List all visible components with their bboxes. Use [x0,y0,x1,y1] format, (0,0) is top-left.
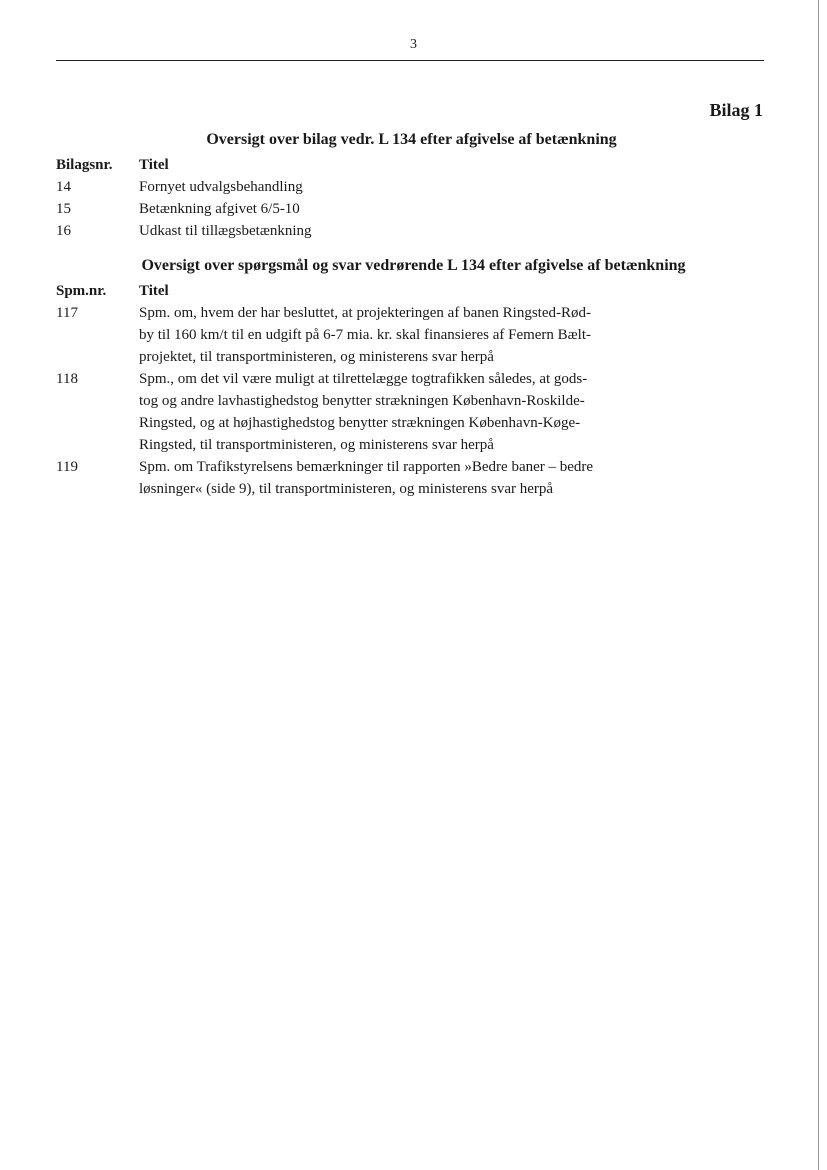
row-number: 118 [56,371,78,387]
row-title: Fornyet udvalgsbehandling [139,179,303,195]
section-title-attachments: Oversigt over bilag vedr. L 134 efter afgivelse af betænkning [206,131,617,148]
row-number: 119 [56,459,78,475]
row-number: 15 [56,201,71,217]
attachments-table [56,154,696,242]
row-title [139,368,696,456]
table-row [56,456,696,500]
column-header-title: Titel [139,283,169,299]
row-title-line: løsninger« (side 9), til transportministeren, og ministerens svar herpå [139,481,554,497]
attachment-label: Bilag 1 [709,100,763,120]
row-title-line: projektet, til transportministeren, og ministerens svar herpå [139,349,494,365]
questions-table [56,280,696,500]
table-row [56,302,696,368]
row-title-line: Ringsted, til transportministeren, og ministerens svar herpå [139,437,494,453]
page-number: 3 [410,37,417,52]
column-header-number: Bilagsnr. [56,157,113,173]
table-header-row [56,280,696,302]
row-title-line: Ringsted, og at højhastighedstog benytter strækningen København-Køge- [139,415,581,431]
header-rule [56,60,764,61]
column-header-number: Spm.nr. [56,283,107,299]
row-number: 14 [56,179,71,195]
table-row [56,198,696,220]
row-title-line: Spm. om, hvem der har besluttet, at projekteringen af banen Ringsted-Rød- [139,305,591,321]
table-row [56,368,696,456]
row-title-line: Spm., om det vil være muligt at tilrettelægge togtrafikken således, at gods- [139,371,588,387]
row-title: Udkast til tillægsbetænkning [139,223,312,239]
row-title: Betænkning afgivet 6/5-10 [139,201,300,217]
row-title [139,456,696,500]
section-title-questions: Oversigt over spørgsmål og svar vedrørende L 134 efter afgivelse af betænkning [141,257,686,274]
row-title-line: Spm. om Trafikstyrelsens bemærkninger til rapporten »Bedre baner – bedre [139,459,594,475]
row-title-line: by til 160 km/t til en udgift på 6-7 mia. kr. skal finansieres af Femern Bælt- [139,327,592,343]
table-row [56,176,696,198]
row-number: 117 [56,305,78,321]
row-number: 16 [56,223,71,239]
row-title [139,302,696,368]
row-title-line: tog og andre lavhastighedstog benytter strækningen København-Roskilde- [139,393,585,409]
column-header-title: Titel [139,157,169,173]
scan-edge-line [818,0,819,1170]
table-row [56,220,696,242]
table-header-row [56,154,696,176]
